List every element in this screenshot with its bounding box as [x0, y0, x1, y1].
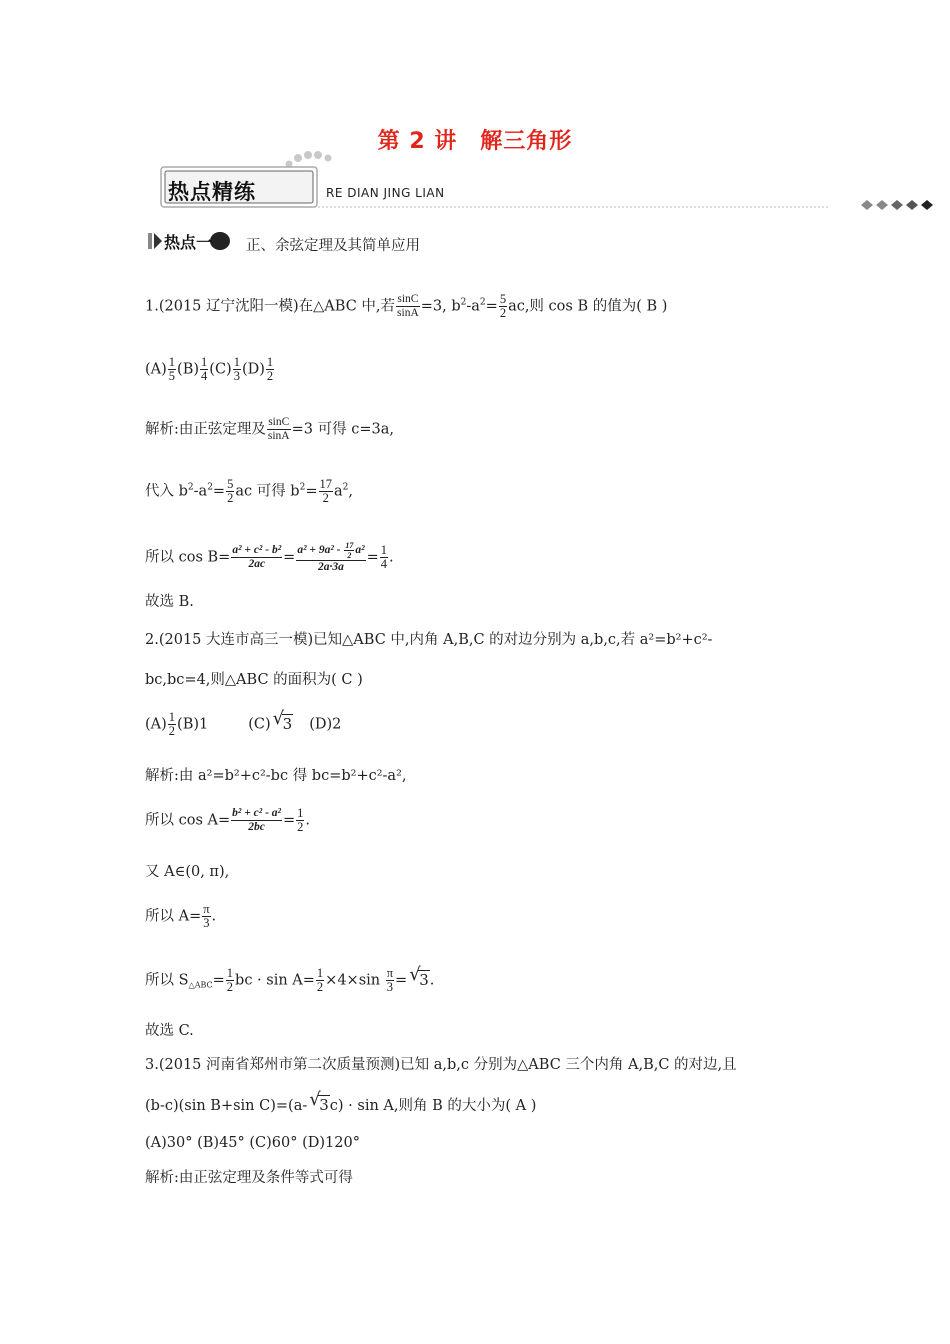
q3-stem-line-1: 3.(2015 河南省郑州市第二次质量预测)已知 a,b,c 分别为△ABC 三个内角 A,B,C 的对边,且	[145, 1057, 737, 1073]
hotspot-label: 热点一	[164, 233, 213, 252]
q1-stem: 1.(2015 辽宁沈阳一模)在△ABC 中,若 $\frac{\sin C}{\sin A}$ =3, $b^2-a^2=$ $\frac{5}{2}$ ac,则 cos B 的值为( B )	[145, 292, 668, 320]
page-title: 第 2 讲 解三角形	[377, 129, 573, 154]
banner-pinyin: RE DIAN JING LIAN	[326, 186, 445, 200]
q2-solution-line-2: 所以 cos A= $\frac{\text{b² + c² - a²}}{2bc}$ = $\frac{1}{2}$ .	[145, 806, 310, 834]
banner-label: 热点精练	[168, 180, 256, 204]
banner-decoration	[140, 150, 940, 220]
q2-stem-line-1: 2.(2015 大连市高三一模)已知△ABC 中,内角 A,B,C 的对边分别为 a,b,c,若 a²=b²+c²-	[145, 632, 713, 648]
q1-choices: (A) $\frac{1}{5}$ (B) $\frac{1}{4}$ (C) $\frac{1}{3}$ (D) $\frac{1}{2}$	[145, 355, 274, 383]
q1-solution-line-2: 代入 $b^2-a^2=$ $\frac{5}{2}$ ac 可得 $b^2=$ $\frac{17}{2}$ $a^2$,	[145, 477, 353, 505]
q2-solution-line-5: 所以 $S_{\triangle ABC}=$ $\frac{1}{2}$ bc · sin A= $\frac{1}{2}$ ×4×sin $\frac{\pi}{3}$ = √ 3.	[145, 963, 435, 994]
q1-solution-line-3: 所以 cos B= $\frac{\text{a² + c² - b²}}{2ac}$ = a² + 9a² - $\frac{17}{2}$ a² 2a·3a = $\frac{1}{4}$ .	[145, 541, 394, 573]
q1-answer: 故选 B.	[145, 594, 194, 610]
hotspot-topic: 正、余弦定理及其简单应用	[246, 238, 420, 254]
q2-solution-line-1: 解析:由 a²=b²+c²-bc 得 bc=b²+c²-a²,	[145, 768, 407, 784]
q2-solution-line-3: 又 A∈(0, π),	[145, 864, 230, 880]
q2-answer: 故选 C.	[145, 1023, 194, 1039]
q3-stem-line-2: (b-c)(sin B+sin C)=(a- √ 3c) · sin A,则角 B 的大小为( A )	[145, 1089, 537, 1114]
q2-choices: (A) $\frac{1}{2}$ (B)1 (C) √ 3 (D)2	[145, 707, 342, 738]
q2-stem-line-2: bc,bc=4,则△ABC 的面积为( C )	[145, 672, 363, 688]
q3-solution-line-1: 解析:由正弦定理及条件等式可得	[145, 1170, 353, 1186]
q3-choices: (A)30° (B)45° (C)60° (D)120°	[145, 1135, 360, 1151]
q1-solution-line-1: 解析:由正弦定理及 $\frac{\sin C}{\sin A}$ =3 可得 c=3a,	[145, 416, 394, 442]
q2-solution-line-4: 所以 A= $\frac{\pi}{3}$ .	[145, 902, 217, 930]
